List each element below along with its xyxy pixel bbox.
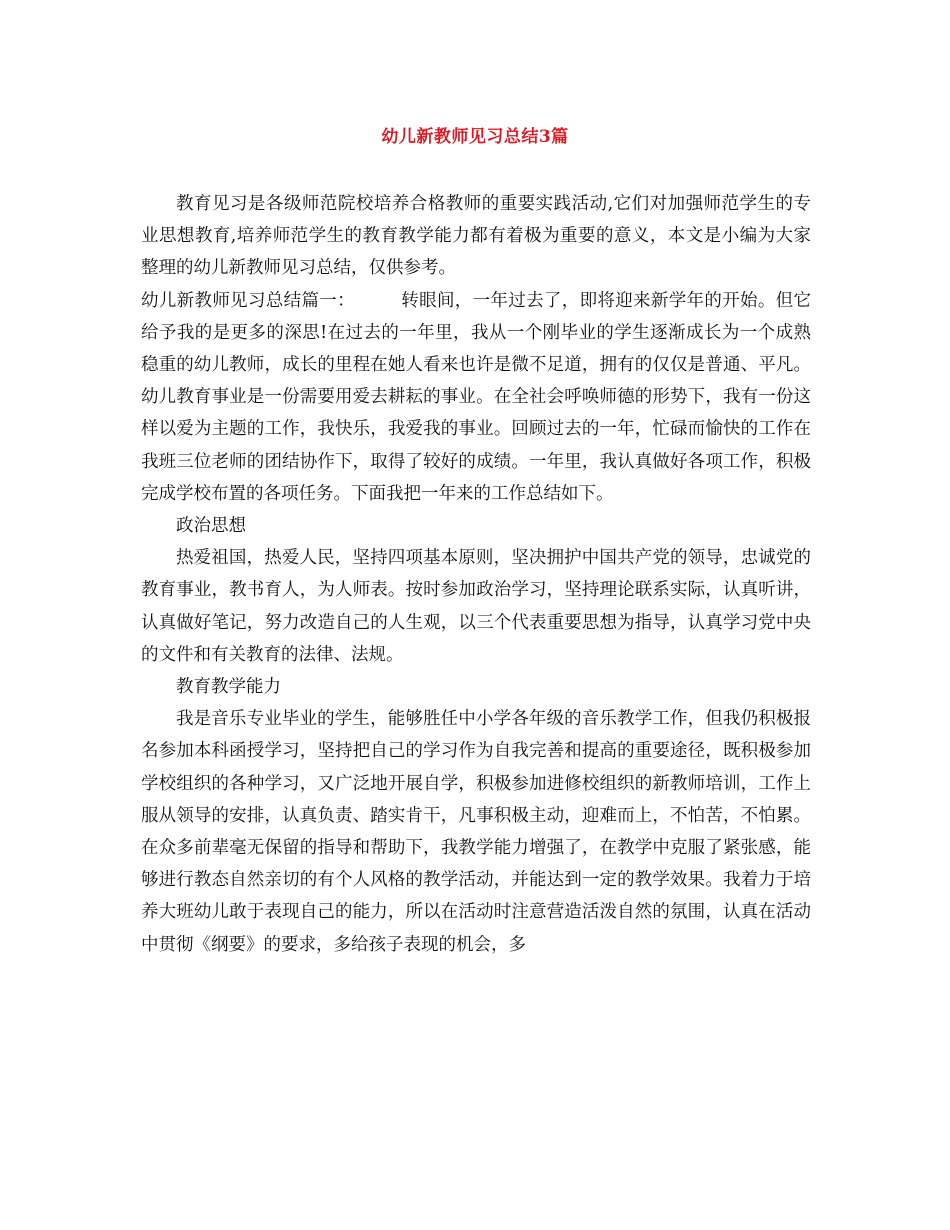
section-one-paragraph: [141, 285, 811, 510]
section-one-heading: 幼儿新教师见习总结篇一：: [141, 290, 355, 311]
intro-paragraph: 教育见习是各级师范院校培养合格教师的重要实践活动,它们对加强师范学生的专业思想教育,培养师范学生的教育教学能力都有着极为重要的意义，本文是小编为大家整理的幼儿新教师见习总结，仅供参考。: [141, 194, 811, 279]
teaching-paragraph: 我是音乐专业毕业的学生，能够胜任中小学各年级的音乐教学工作，但我仍积极报名参加本科函授学习，坚持把自己的学习作为自我完善和提高的重要途径，既积极参加学校组织的各种学习，又广泛地开展自学，积极参加进修校组织的新教师培训，工作上服从领导的安排，认真负责、踏实肯干，凡事积极主动，迎难而上，不怕苦，不怕累。在众多前辈毫无保留的指导和帮助下，我教学能力增强了，在教学中克服了紧张感，能够进行教态自然亲切的有个人风格的教学活动，并能达到一定的教学效果。我着力于培养大班幼儿敢于表现自己的能力，所以在活动时注意营造活泼自然的氛围，认真在活动中贯彻《纲要》的要求，多给孩子表现的机会，多: [141, 709, 811, 955]
politics-paragraph: 热爱祖国，热爱人民，坚持四项基本原则，坚决拥护中国共产党的领导，忠诚党的教育事业，教书育人，为人师表。按时参加政治学习，坚持理论联系实际，认真听讲，认真做好笔记，努力改造自己的人生观，以三个代表重要思想为指导，认真学习党中央的文件和有关教育的法律、法规。: [141, 548, 811, 665]
document-body: [141, 188, 811, 961]
section-one-text: 转眼间，一年过去了，即将迎来新学年的开始。但它给予我的是更多的深思!在过去的一年里，我从一个刚毕业的学生逐渐成长为一个成熟稳重的幼儿教师，成长的里程在她人看来也许是微不足道，拥有的仅仅是普通、平凡。幼儿教育事业是一份需要用爱去耕耘的事业。在全社会呼唤师德的形势下，我有一份这样以爱为主题的工作，我快乐，我爱我的事业。回顾过去的一年，忙碌而愉快的工作在我班三位老师的团结协作下，取得了较好的成绩。一年里，我认真做好各项工作，积极完成学校布置的各项任务。下面我把一年来的工作总结如下。: [141, 290, 812, 504]
teaching-heading: 教育教学能力: [176, 677, 281, 698]
document-title: 幼儿新教师见习总结3篇: [381, 127, 569, 147]
politics-heading: 政治思想: [176, 516, 246, 537]
